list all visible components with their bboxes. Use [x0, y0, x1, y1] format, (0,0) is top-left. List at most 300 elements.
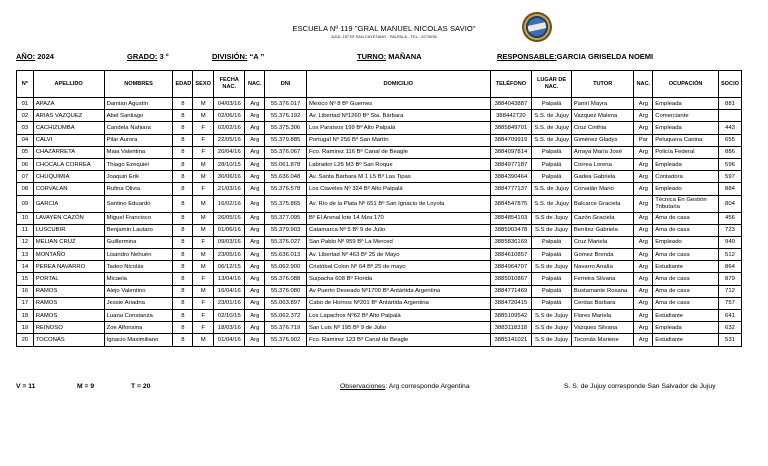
table-cell: 10 — [17, 212, 34, 224]
table-cell: Palpalá — [532, 146, 572, 158]
column-header: DOMICILIO — [306, 71, 490, 98]
column-header: OCUPACIÓN — [653, 71, 719, 98]
table-cell: Estudiante — [653, 261, 719, 273]
column-header: FECHA NAC. — [214, 71, 245, 98]
table-cell: 3885141021 — [490, 334, 532, 346]
table-cell: MONTAÑO — [33, 249, 104, 261]
table-cell: 3884097814 — [490, 146, 532, 158]
school-logo-icon — [522, 12, 552, 42]
table-row — [17, 224, 742, 236]
column-header: SEXO — [193, 71, 214, 98]
table-cell: 8 — [173, 158, 193, 170]
table-cell: San Pablo Nº 959 Bº La Merced — [306, 236, 490, 248]
table-cell: 3884547875 — [490, 195, 532, 212]
column-header: TELÉFONO — [490, 71, 532, 98]
table-cell: S.S. de Jujuy — [532, 110, 572, 122]
table-cell: F — [193, 122, 214, 134]
table-cell: Arg — [634, 122, 653, 134]
table-cell: 20 — [17, 334, 34, 346]
table-cell: S.S. de Jujuy — [532, 195, 572, 212]
table-cell: 01/06/16 — [214, 224, 245, 236]
table-cell: Arg — [245, 297, 265, 309]
table-cell: 3884610857 — [490, 249, 532, 261]
table-cell: 23/05/16 — [214, 249, 245, 261]
table-cell: 16/04/16 — [214, 285, 245, 297]
table-cell: 55.375.306 — [265, 122, 307, 134]
table-cell: 30/06/16 — [214, 171, 245, 183]
table-cell: 8 — [173, 212, 193, 224]
table-cell: Gomez Brenda — [571, 249, 634, 261]
table-cell: Thiago Ezequiel — [104, 158, 173, 170]
table-cell: Ignacio Maximiliano — [104, 334, 173, 346]
table-cell: S.S de Jujuy — [532, 334, 572, 346]
table-cell: 05 — [17, 146, 34, 158]
table-cell: Ama de casa — [653, 224, 719, 236]
table-cell: Arg — [245, 236, 265, 248]
column-header: NAC. — [245, 71, 265, 98]
table-cell: 8 — [173, 310, 193, 322]
table-cell: 02/10/15 — [214, 310, 245, 322]
table-cell: Santino Eduardo — [104, 195, 173, 212]
table-cell: 632 — [718, 322, 741, 334]
table-cell: Arg — [634, 322, 653, 334]
table-cell: Arg — [245, 171, 265, 183]
table-cell: S.S de Jujuy — [532, 224, 572, 236]
table-cell: 07 — [17, 171, 34, 183]
table-cell: 55.376.080 — [265, 285, 307, 297]
table-cell: Arg — [245, 98, 265, 110]
table-cell: Rufina Olivia — [104, 183, 173, 195]
table-cell: Vazquez Silvana — [571, 322, 634, 334]
table-cell: M — [193, 110, 214, 122]
table-cell: M — [193, 285, 214, 297]
table-cell: Arg — [634, 146, 653, 158]
table-cell: 597 — [718, 171, 741, 183]
table-cell: Giménez Gladys — [571, 134, 634, 146]
table-cell: Arg — [634, 224, 653, 236]
table-row — [17, 146, 742, 158]
table-cell: 55.377.095 — [265, 212, 307, 224]
column-header: DNI — [265, 71, 307, 98]
table-cell: 8 — [173, 261, 193, 273]
table-cell: Micaela — [104, 273, 173, 285]
table-cell: Palpalá — [532, 158, 572, 170]
table-cell: Benjamin Lautaro — [104, 224, 173, 236]
table-cell: Correa Lorena — [571, 158, 634, 170]
table-cell: Damian Agustín — [104, 98, 173, 110]
table-cell: 28/10/15 — [214, 158, 245, 170]
table-cell: 02/06/16 — [214, 110, 245, 122]
table-cell: Av. Libertad Nº1260 Bº Sta. Bárbara — [306, 110, 490, 122]
table-cell: 804 — [718, 195, 741, 212]
table-cell: Arg — [245, 122, 265, 134]
table-cell: Cristóbal Colon Nº 64 Bº 25 de mayo — [306, 261, 490, 273]
table-cell: Arg — [245, 158, 265, 170]
table-cell: Los Paraísos 199 Bº Alto Palpalá — [306, 122, 490, 134]
table-cell: Abel Santiago — [104, 110, 173, 122]
table-cell: 55.636.048 — [265, 171, 307, 183]
table-cell: Panirí Mayra — [571, 98, 634, 110]
table-cell: 12 — [17, 236, 34, 248]
table-row — [17, 183, 742, 195]
table-row — [17, 158, 742, 170]
table-cell: Fco. Ramirez 116 Bº Canal de Beagle — [306, 146, 490, 158]
observations-text: : Arg corresponde Argentina — [385, 383, 470, 390]
table-cell: LUSCUBIR — [33, 224, 104, 236]
table-cell: San Luis Nº 195 Bº 9 de Julio — [306, 322, 490, 334]
table-cell: 55.376.017 — [265, 98, 307, 110]
table-cell: Arg — [245, 110, 265, 122]
table-cell: 655 — [718, 134, 741, 146]
table-cell: 3885109542 — [490, 310, 532, 322]
table-cell: 886 — [718, 146, 741, 158]
table-cell: Arg — [634, 236, 653, 248]
table-cell: Arg — [245, 212, 265, 224]
table-cell: 01/04/16 — [214, 334, 245, 346]
table-cell: 18 — [17, 310, 34, 322]
table-cell: S.S de Jujuy — [532, 261, 572, 273]
table-cell: 02 — [17, 110, 34, 122]
table-cell: Arg — [634, 334, 653, 346]
table-cell: 8 — [173, 249, 193, 261]
table-cell: 3884390464 — [490, 171, 532, 183]
table-cell: M — [193, 212, 214, 224]
responsible-info: RESPONSABLE:GARCIA GRISELDA NOEMI — [497, 52, 654, 61]
table-cell: Empleado — [653, 236, 719, 248]
table-cell: Palpalá — [532, 297, 572, 309]
table-cell: M — [193, 171, 214, 183]
table-cell: Estudiante — [653, 334, 719, 346]
table-cell: MELIAN CRUZ — [33, 236, 104, 248]
table-cell: 3884964707 — [490, 261, 532, 273]
table-cell: 512 — [718, 249, 741, 261]
division-info: DIVISIÓN: “A ” — [212, 52, 265, 61]
table-row — [17, 195, 742, 212]
table-cell: 22/05/16 — [214, 134, 245, 146]
table-cell: Técnica En Gestión Tributaria — [653, 195, 719, 212]
table-cell: 8 — [173, 134, 193, 146]
table-cell: Palpalá — [532, 98, 572, 110]
table-cell: Ama de casa — [653, 297, 719, 309]
table-row — [17, 273, 742, 285]
table-cell: Arg — [634, 249, 653, 261]
table-cell: Palpalá — [532, 236, 572, 248]
table-cell: 864 — [718, 261, 741, 273]
table-cell: 55.375.865 — [265, 195, 307, 212]
table-cell: 8 — [173, 236, 193, 248]
table-row — [17, 171, 742, 183]
table-cell: LAVAYÉN CAZÓN — [33, 212, 104, 224]
table-row — [17, 334, 742, 346]
table-cell: 3883118318 — [490, 322, 532, 334]
table-cell: Arraya María José — [571, 146, 634, 158]
table-header-row — [17, 71, 742, 98]
table-row — [17, 212, 742, 224]
table-cell: 55.379.885 — [265, 134, 307, 146]
table-row — [17, 249, 742, 261]
table-row — [17, 261, 742, 273]
table-cell: M — [193, 249, 214, 261]
table-cell: 8 — [173, 322, 193, 334]
table-row — [17, 297, 742, 309]
table-cell: Toconás Mariene — [571, 334, 634, 346]
observations-label: Observaciones — [340, 383, 386, 390]
total-m: M = 9 — [77, 383, 95, 390]
table-cell: Tadeo Nicolás — [104, 261, 173, 273]
column-header: LUGAR DE NAC. — [532, 71, 572, 98]
table-cell: Arg — [634, 183, 653, 195]
table-cell: M — [193, 158, 214, 170]
table-cell: 8 — [173, 224, 193, 236]
table-cell: 55.379.903 — [265, 224, 307, 236]
table-cell: F — [193, 183, 214, 195]
table-cell: CHOCALA CORREA — [33, 158, 104, 170]
table-cell: 3884709919 — [490, 134, 532, 146]
table-body — [17, 98, 742, 347]
table-cell: 55.061.878 — [265, 158, 307, 170]
table-cell: 940 — [718, 236, 741, 248]
table-cell: 17 — [17, 297, 34, 309]
table-cell: Empleada — [653, 322, 719, 334]
table-cell: 456 — [718, 212, 741, 224]
table-cell: Arg — [245, 183, 265, 195]
table-cell: Arg — [245, 322, 265, 334]
table-cell: Av. Santa Barbara M 1 L5 Bº Las Tipas — [306, 171, 490, 183]
table-cell: 8 — [173, 183, 193, 195]
table-cell: Av. Libertad Nº 463 Bº 25 de Mayo — [306, 249, 490, 261]
table-cell: 3884854103 — [490, 212, 532, 224]
table-cell: 443 — [718, 122, 741, 134]
table-cell: Palpalá — [532, 171, 572, 183]
table-cell: 13/04/16 — [214, 273, 245, 285]
total-v: V = 11 — [16, 383, 36, 390]
table-cell: Mexico Nº 8 Bº Guemes — [306, 98, 490, 110]
table-cell: 712 — [718, 285, 741, 297]
table-row — [17, 122, 742, 134]
table-cell: 11 — [17, 224, 34, 236]
table-cell: 01 — [17, 98, 34, 110]
table-cell: Los Claveles Nº 324 Bº Alto Palpalá — [306, 183, 490, 195]
table-cell: 3884771469 — [490, 285, 532, 297]
school-name: ESCUELA Nº 119 "GRAL MANUEL NICOLAS SAVIO" — [292, 24, 476, 33]
table-cell: 531 — [718, 334, 741, 346]
table-cell: 55.376.067 — [265, 146, 307, 158]
table-cell: Arg — [245, 249, 265, 261]
table-cell: 388442720 — [490, 110, 532, 122]
table-cell: 55.376.088 — [265, 273, 307, 285]
table-cell: 18/03/16 — [214, 322, 245, 334]
table-cell: Balcarce Graciela — [571, 195, 634, 212]
table-cell: Contadora — [653, 171, 719, 183]
table-cell: Corvalán Mario — [571, 183, 634, 195]
table-cell: Cazón Graciela — [571, 212, 634, 224]
table-cell: 04 — [17, 134, 34, 146]
column-header: APELLIDO — [33, 71, 104, 98]
table-cell: 879 — [718, 273, 741, 285]
table-cell: Av Puerto Deseado Nº1700 Bº Antártida Argentina — [306, 285, 490, 297]
table-cell: 723 — [718, 224, 741, 236]
table-cell: S.S de Jujuy — [532, 322, 572, 334]
table-cell: Pilar Aurora — [104, 134, 173, 146]
table-cell: S.S de Jujuy — [532, 212, 572, 224]
table-cell: 3885903478 — [490, 224, 532, 236]
table-row — [17, 98, 742, 110]
table-cell: Zoe Alfonsina — [104, 322, 173, 334]
table-cell: 55.376.719 — [265, 322, 307, 334]
table-cell: Bº El Arenal lote 14 Mza 170 — [306, 212, 490, 224]
ssj-note: S. S. de Jujuy corresponde San Salvador de Jujuy — [564, 383, 716, 390]
table-cell: Policía Federal — [653, 146, 719, 158]
column-header: NAC. — [634, 71, 653, 98]
table-cell: S.S de Jujuy — [532, 310, 572, 322]
table-cell: 03 — [17, 122, 34, 134]
table-cell: 8 — [173, 98, 193, 110]
table-cell: 16 — [17, 285, 34, 297]
column-header: Nº — [17, 71, 34, 98]
table-cell: 55.636.013 — [265, 249, 307, 261]
table-cell: 09 — [17, 195, 34, 212]
column-header: TUTOR — [571, 71, 634, 98]
table-cell: 55.376.578 — [265, 183, 307, 195]
table-cell: Arg — [634, 285, 653, 297]
table-cell: Ama de casa — [653, 285, 719, 297]
table-cell: TOCONÁS — [33, 334, 104, 346]
table-cell: Cabo de Hornos Nº201 Bº Antártida Argentina — [306, 297, 490, 309]
table-cell: Candela Nahiara — [104, 122, 173, 134]
table-cell: Alejo Valentino — [104, 285, 173, 297]
table-cell: 55.062.372 — [265, 310, 307, 322]
table-cell: Cerdas Barbara — [571, 297, 634, 309]
table-cell: 14 — [17, 261, 34, 273]
table-cell: Ama de casa — [653, 212, 719, 224]
table-row — [17, 310, 742, 322]
table-cell: Flores Mariela — [571, 310, 634, 322]
table-cell: CHUQUIMIA — [33, 171, 104, 183]
table-cell: 3884043887 — [490, 98, 532, 110]
table-cell: 8 — [173, 334, 193, 346]
table-cell: Bustamante Roxana — [571, 285, 634, 297]
table-cell: Benítez Gabriela — [571, 224, 634, 236]
table-cell: 06 — [17, 158, 34, 170]
total-t: T = 20 — [131, 383, 151, 390]
table-cell: Estudiante — [653, 310, 719, 322]
table-cell: Luana Constanza — [104, 310, 173, 322]
table-cell: Empleada — [653, 158, 719, 170]
table-cell — [718, 110, 741, 122]
table-cell: Cruz Cinthia — [571, 122, 634, 134]
table-cell: 06/12/15 — [214, 261, 245, 273]
table-cell: 13 — [17, 249, 34, 261]
table-cell: Arg — [245, 285, 265, 297]
grade-info: GRADO: 3 ° — [127, 52, 169, 61]
table-cell: 3885010867 — [490, 273, 532, 285]
column-header: SOCIO — [718, 71, 741, 98]
table-cell: F — [193, 236, 214, 248]
table-cell: 26/05/16 — [214, 212, 245, 224]
student-roster-table — [16, 70, 742, 347]
table-row — [17, 110, 742, 122]
table-row — [17, 322, 742, 334]
table-cell: Navarro Analía — [571, 261, 634, 273]
table-cell: F — [193, 297, 214, 309]
document-header — [0, 24, 768, 39]
table-cell: Guillermina — [104, 236, 173, 248]
table-cell: 20/04/16 — [214, 146, 245, 158]
table-cell: 16/02/16 — [214, 195, 245, 212]
table-cell: Palpalá — [532, 285, 572, 297]
table-cell: 02/02/16 — [214, 122, 245, 134]
table-cell: Par — [634, 134, 653, 146]
table-cell: 55.063.897 — [265, 297, 307, 309]
table-cell: 8 — [173, 273, 193, 285]
table-cell: 55.376.192 — [265, 110, 307, 122]
table-cell: 3885849701 — [490, 122, 532, 134]
table-cell: Ama de casa — [653, 249, 719, 261]
table-cell: 3884777137 — [490, 183, 532, 195]
table-cell: 15 — [17, 273, 34, 285]
table-cell: S.S. de Jujuy — [532, 183, 572, 195]
table-cell: Arg — [634, 171, 653, 183]
table-cell: M — [193, 334, 214, 346]
table-cell: Comerciante — [653, 110, 719, 122]
table-cell: 8 — [173, 110, 193, 122]
table-cell: F — [193, 322, 214, 334]
table-row — [17, 236, 742, 248]
table-cell: 884 — [718, 183, 741, 195]
table-cell: Arg — [245, 261, 265, 273]
table-cell: PORTAL — [33, 273, 104, 285]
table-cell: Catamarca Nº 5 Bº 9 de Julio — [306, 224, 490, 236]
table-cell: Joaquin Erik — [104, 171, 173, 183]
table-cell: 55.062.900 — [265, 261, 307, 273]
table-cell: CHAZARRETA — [33, 146, 104, 158]
table-cell: Arg — [634, 310, 653, 322]
table-cell: Miguel Francisco — [104, 212, 173, 224]
table-cell: Arg — [634, 273, 653, 285]
table-row — [17, 285, 742, 297]
table-cell: 641 — [718, 310, 741, 322]
table-cell: Palpalá — [532, 273, 572, 285]
table-cell: Av. Río de la Plata Nº 651 Bº San Ignacio de Loyola — [306, 195, 490, 212]
column-header: EDAD — [173, 71, 193, 98]
table-cell: Fco. Ramirez 123 Bº Canal de Beagle — [306, 334, 490, 346]
table-cell: GARCIA — [33, 195, 104, 212]
table-cell: M — [193, 98, 214, 110]
table-cell: Arg — [634, 158, 653, 170]
table-cell: Vazquez Malena — [571, 110, 634, 122]
table-cell: Arg — [245, 334, 265, 346]
table-cell: ARIAS VAZQUEZ — [33, 110, 104, 122]
table-cell: Empleado — [653, 183, 719, 195]
table-cell: 19 — [17, 322, 34, 334]
table-cell: Arg — [245, 134, 265, 146]
table-cell: 09/03/16 — [214, 236, 245, 248]
table-cell: S.S. de Jujuy — [532, 122, 572, 134]
table-cell: Arg — [634, 212, 653, 224]
table-cell: CALVI — [33, 134, 104, 146]
table-cell: Arg — [245, 310, 265, 322]
school-address: AZUL 157 Bº SAN CAYETANO - PALPALÁ - TEL.: 4270036 — [331, 34, 437, 39]
table-cell: 8 — [173, 195, 193, 212]
table-row — [17, 134, 742, 146]
table-cell: 881 — [718, 98, 741, 110]
table-cell: Arg — [245, 195, 265, 212]
column-header: NOMBRES — [104, 71, 173, 98]
table-cell: Arg — [634, 297, 653, 309]
table-cell: Cruz Mariela — [571, 236, 634, 248]
table-cell: Arg — [634, 98, 653, 110]
table-cell: Maia Valentina — [104, 146, 173, 158]
